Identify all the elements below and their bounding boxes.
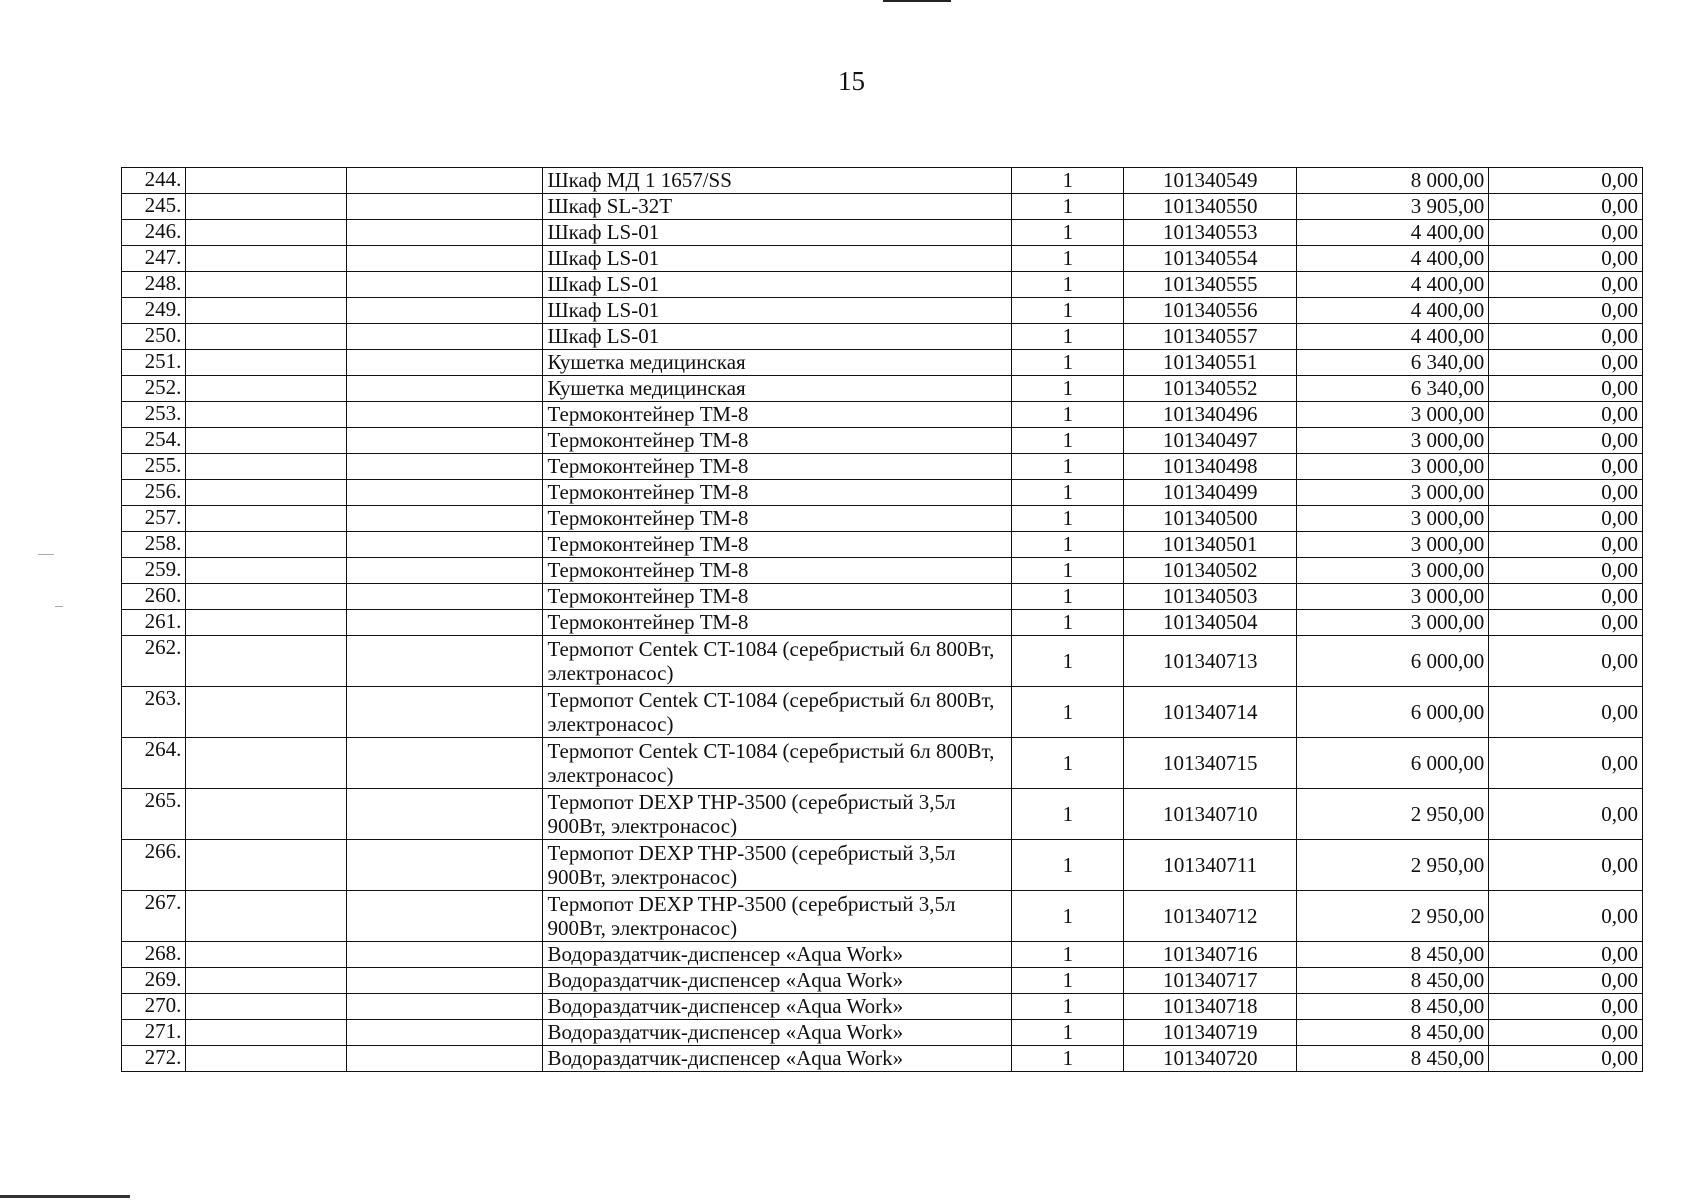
inventory-number-cell: 101340550 [1124, 194, 1297, 220]
row-number-cell: 249. [122, 298, 186, 324]
empty-cell [186, 610, 346, 636]
page-number: 15 [838, 66, 865, 96]
quantity-cell: 1 [1012, 350, 1124, 376]
inventory-number-cell: 101340712 [1124, 891, 1297, 942]
row-number-cell: 263. [122, 687, 186, 738]
empty-cell [346, 350, 543, 376]
cost-cell: 4 400,00 [1297, 246, 1489, 272]
empty-cell [346, 428, 543, 454]
inventory-number-cell: 101340497 [1124, 428, 1297, 454]
inventory-table [121, 167, 1643, 1072]
row-number-cell: 254. [122, 428, 186, 454]
bottom-edge-mark [0, 1195, 130, 1198]
empty-cell [186, 454, 346, 480]
empty-cell [346, 532, 543, 558]
inventory-number-cell: 101340555 [1124, 272, 1297, 298]
quantity-cell: 1 [1012, 1020, 1124, 1046]
empty-cell [346, 891, 543, 942]
residual-value-cell: 0,00 [1489, 942, 1643, 968]
inventory-number-cell: 101340552 [1124, 376, 1297, 402]
item-name-cell: Термоконтейнер ТМ-8 [543, 428, 1012, 454]
quantity-cell: 1 [1012, 532, 1124, 558]
table-row [122, 558, 1643, 584]
row-number-cell: 258. [122, 532, 186, 558]
quantity-cell: 1 [1012, 324, 1124, 350]
table-row [122, 428, 1643, 454]
row-number-cell: 252. [122, 376, 186, 402]
residual-value-cell: 0,00 [1489, 994, 1643, 1020]
row-number-cell: 253. [122, 402, 186, 428]
row-number-cell: 255. [122, 454, 186, 480]
table-row [122, 298, 1643, 324]
cost-cell: 3 000,00 [1297, 402, 1489, 428]
row-number-cell: 257. [122, 506, 186, 532]
quantity-cell: 1 [1012, 738, 1124, 789]
quantity-cell: 1 [1012, 636, 1124, 687]
item-name-cell: Термоконтейнер ТМ-8 [543, 454, 1012, 480]
row-number-cell: 271. [122, 1020, 186, 1046]
inventory-number-cell: 101340714 [1124, 687, 1297, 738]
inventory-number-cell: 101340710 [1124, 789, 1297, 840]
residual-value-cell: 0,00 [1489, 558, 1643, 584]
empty-cell [346, 480, 543, 506]
cost-cell: 6 340,00 [1297, 350, 1489, 376]
item-name-cell: Шкаф LS-01 [543, 272, 1012, 298]
top-edge-mark [883, 0, 951, 2]
empty-cell [186, 1046, 346, 1072]
empty-cell [346, 324, 543, 350]
cost-cell: 3 000,00 [1297, 506, 1489, 532]
inventory-number-cell: 101340504 [1124, 610, 1297, 636]
residual-value-cell: 0,00 [1489, 506, 1643, 532]
quantity-cell: 1 [1012, 376, 1124, 402]
inventory-number-cell: 101340500 [1124, 506, 1297, 532]
cost-cell: 4 400,00 [1297, 324, 1489, 350]
cost-cell: 4 400,00 [1297, 298, 1489, 324]
row-number-cell: 245. [122, 194, 186, 220]
item-name-cell: Термопот DEXP THP-3500 (серебристый 3,5л 900Вт, электронасос) [543, 789, 1012, 840]
cost-cell: 4 400,00 [1297, 272, 1489, 298]
empty-cell [186, 558, 346, 584]
cost-cell: 8 450,00 [1297, 942, 1489, 968]
cost-cell: 2 950,00 [1297, 891, 1489, 942]
quantity-cell: 1 [1012, 194, 1124, 220]
inventory-number-cell: 101340496 [1124, 402, 1297, 428]
row-number-cell: 262. [122, 636, 186, 687]
table-row [122, 968, 1643, 994]
inventory-number-cell: 101340499 [1124, 480, 1297, 506]
empty-cell [186, 1020, 346, 1046]
empty-cell [346, 610, 543, 636]
residual-value-cell: 0,00 [1489, 1046, 1643, 1072]
item-name-cell: Термоконтейнер ТМ-8 [543, 584, 1012, 610]
row-number-cell: 244. [122, 168, 186, 194]
cost-cell: 3 000,00 [1297, 428, 1489, 454]
residual-value-cell: 0,00 [1489, 246, 1643, 272]
cost-cell: 2 950,00 [1297, 840, 1489, 891]
empty-cell [346, 1046, 543, 1072]
residual-value-cell: 0,00 [1489, 584, 1643, 610]
row-number-cell: 256. [122, 480, 186, 506]
row-number-cell: 264. [122, 738, 186, 789]
table-row [122, 840, 1643, 891]
empty-cell [186, 350, 346, 376]
inventory-number-cell: 101340718 [1124, 994, 1297, 1020]
item-name-cell: Водораздатчик-диспенсер «Aqua Work» [543, 942, 1012, 968]
item-name-cell: Термоконтейнер ТМ-8 [543, 610, 1012, 636]
empty-cell [346, 636, 543, 687]
cost-cell: 8 450,00 [1297, 968, 1489, 994]
empty-cell [346, 454, 543, 480]
quantity-cell: 1 [1012, 558, 1124, 584]
item-name-cell: Водораздатчик-диспенсер «Aqua Work» [543, 1046, 1012, 1072]
item-name-cell: Кушетка медицинская [543, 376, 1012, 402]
row-number-cell: 246. [122, 220, 186, 246]
row-number-cell: 259. [122, 558, 186, 584]
row-number-cell: 267. [122, 891, 186, 942]
quantity-cell: 1 [1012, 428, 1124, 454]
empty-cell [346, 220, 543, 246]
cost-cell: 8 000,00 [1297, 168, 1489, 194]
cost-cell: 4 400,00 [1297, 220, 1489, 246]
item-name-cell: Водораздатчик-диспенсер «Aqua Work» [543, 968, 1012, 994]
inventory-table-body [122, 168, 1643, 1072]
cost-cell: 6 340,00 [1297, 376, 1489, 402]
residual-value-cell: 0,00 [1489, 1020, 1643, 1046]
empty-cell [346, 584, 543, 610]
inventory-number-cell: 101340720 [1124, 1046, 1297, 1072]
empty-cell [186, 738, 346, 789]
residual-value-cell: 0,00 [1489, 428, 1643, 454]
cost-cell: 3 000,00 [1297, 532, 1489, 558]
inventory-number-cell: 101340711 [1124, 840, 1297, 891]
empty-cell [346, 376, 543, 402]
empty-cell [346, 402, 543, 428]
item-name-cell: Термопот Centek CT-1084 (серебристый 6л 800Вт, электронасос) [543, 738, 1012, 789]
cost-cell: 6 000,00 [1297, 687, 1489, 738]
table-row [122, 532, 1643, 558]
empty-cell [346, 994, 543, 1020]
empty-cell [186, 272, 346, 298]
quantity-cell: 1 [1012, 220, 1124, 246]
table-row [122, 1020, 1643, 1046]
quantity-cell: 1 [1012, 584, 1124, 610]
empty-cell [346, 1020, 543, 1046]
margin-mark [38, 554, 54, 555]
quantity-cell: 1 [1012, 687, 1124, 738]
cost-cell: 3 905,00 [1297, 194, 1489, 220]
table-row [122, 994, 1643, 1020]
cost-cell: 8 450,00 [1297, 1046, 1489, 1072]
table-row [122, 194, 1643, 220]
quantity-cell: 1 [1012, 789, 1124, 840]
table-row [122, 789, 1643, 840]
table-row [122, 272, 1643, 298]
residual-value-cell: 0,00 [1489, 610, 1643, 636]
item-name-cell: Термопот DEXP THP-3500 (серебристый 3,5л 900Вт, электронасос) [543, 840, 1012, 891]
empty-cell [186, 942, 346, 968]
table-row [122, 610, 1643, 636]
table-row [122, 1046, 1643, 1072]
empty-cell [186, 298, 346, 324]
item-name-cell: Шкаф LS-01 [543, 298, 1012, 324]
empty-cell [186, 687, 346, 738]
inventory-number-cell: 101340502 [1124, 558, 1297, 584]
cost-cell: 8 450,00 [1297, 1020, 1489, 1046]
inventory-number-cell: 101340554 [1124, 246, 1297, 272]
inventory-number-cell: 101340715 [1124, 738, 1297, 789]
row-number-cell: 272. [122, 1046, 186, 1072]
empty-cell [346, 942, 543, 968]
item-name-cell: Термопот DEXP THP-3500 (серебристый 3,5л 900Вт, электронасос) [543, 891, 1012, 942]
cost-cell: 6 000,00 [1297, 636, 1489, 687]
empty-cell [186, 636, 346, 687]
item-name-cell: Термоконтейнер ТМ-8 [543, 558, 1012, 584]
empty-cell [346, 194, 543, 220]
table-row [122, 350, 1643, 376]
cost-cell: 3 000,00 [1297, 480, 1489, 506]
inventory-number-cell: 101340553 [1124, 220, 1297, 246]
quantity-cell: 1 [1012, 168, 1124, 194]
cost-cell: 3 000,00 [1297, 584, 1489, 610]
quantity-cell: 1 [1012, 840, 1124, 891]
empty-cell [186, 402, 346, 428]
inventory-number-cell: 101340717 [1124, 968, 1297, 994]
quantity-cell: 1 [1012, 1046, 1124, 1072]
item-name-cell: Термоконтейнер ТМ-8 [543, 480, 1012, 506]
empty-cell [346, 272, 543, 298]
item-name-cell: Водораздатчик-диспенсер «Aqua Work» [543, 1020, 1012, 1046]
inventory-number-cell: 101340713 [1124, 636, 1297, 687]
item-name-cell: Термопот Centek CT-1084 (серебристый 6л 800Вт, электронасос) [543, 687, 1012, 738]
table-row [122, 324, 1643, 350]
residual-value-cell: 0,00 [1489, 789, 1643, 840]
residual-value-cell: 0,00 [1489, 687, 1643, 738]
quantity-cell: 1 [1012, 942, 1124, 968]
inventory-number-cell: 101340557 [1124, 324, 1297, 350]
quantity-cell: 1 [1012, 402, 1124, 428]
empty-cell [346, 789, 543, 840]
residual-value-cell: 0,00 [1489, 220, 1643, 246]
table-row [122, 942, 1643, 968]
row-number-cell: 247. [122, 246, 186, 272]
residual-value-cell: 0,00 [1489, 376, 1643, 402]
empty-cell [346, 968, 543, 994]
empty-cell [346, 738, 543, 789]
quantity-cell: 1 [1012, 272, 1124, 298]
empty-cell [346, 687, 543, 738]
residual-value-cell: 0,00 [1489, 194, 1643, 220]
residual-value-cell: 0,00 [1489, 891, 1643, 942]
quantity-cell: 1 [1012, 506, 1124, 532]
item-name-cell: Шкаф LS-01 [543, 220, 1012, 246]
quantity-cell: 1 [1012, 968, 1124, 994]
quantity-cell: 1 [1012, 610, 1124, 636]
residual-value-cell: 0,00 [1489, 272, 1643, 298]
empty-cell [186, 532, 346, 558]
quantity-cell: 1 [1012, 298, 1124, 324]
table-row [122, 738, 1643, 789]
empty-cell [186, 968, 346, 994]
empty-cell [186, 891, 346, 942]
residual-value-cell: 0,00 [1489, 168, 1643, 194]
table-row [122, 480, 1643, 506]
inventory-number-cell: 101340501 [1124, 532, 1297, 558]
table-row [122, 246, 1643, 272]
row-number-cell: 270. [122, 994, 186, 1020]
cost-cell: 3 000,00 [1297, 558, 1489, 584]
residual-value-cell: 0,00 [1489, 968, 1643, 994]
quantity-cell: 1 [1012, 246, 1124, 272]
residual-value-cell: 0,00 [1489, 532, 1643, 558]
item-name-cell: Шкаф SL-32T [543, 194, 1012, 220]
inventory-number-cell: 101340551 [1124, 350, 1297, 376]
row-number-cell: 265. [122, 789, 186, 840]
row-number-cell: 261. [122, 610, 186, 636]
inventory-number-cell: 101340556 [1124, 298, 1297, 324]
table-row [122, 636, 1643, 687]
empty-cell [346, 840, 543, 891]
empty-cell [186, 584, 346, 610]
empty-cell [186, 480, 346, 506]
item-name-cell: Шкаф МД 1 1657/SS [543, 168, 1012, 194]
empty-cell [186, 220, 346, 246]
cost-cell: 3 000,00 [1297, 454, 1489, 480]
cost-cell: 2 950,00 [1297, 789, 1489, 840]
inventory-number-cell: 101340719 [1124, 1020, 1297, 1046]
empty-cell [346, 168, 543, 194]
empty-cell [186, 376, 346, 402]
table-row [122, 687, 1643, 738]
empty-cell [186, 994, 346, 1020]
row-number-cell: 268. [122, 942, 186, 968]
item-name-cell: Термоконтейнер ТМ-8 [543, 532, 1012, 558]
residual-value-cell: 0,00 [1489, 480, 1643, 506]
quantity-cell: 1 [1012, 454, 1124, 480]
item-name-cell: Шкаф LS-01 [543, 324, 1012, 350]
residual-value-cell: 0,00 [1489, 738, 1643, 789]
inventory-number-cell: 101340549 [1124, 168, 1297, 194]
quantity-cell: 1 [1012, 891, 1124, 942]
empty-cell [346, 246, 543, 272]
row-number-cell: 251. [122, 350, 186, 376]
residual-value-cell: 0,00 [1489, 324, 1643, 350]
cost-cell: 6 000,00 [1297, 738, 1489, 789]
table-row [122, 376, 1643, 402]
table-row [122, 402, 1643, 428]
empty-cell [346, 298, 543, 324]
empty-cell [186, 194, 346, 220]
residual-value-cell: 0,00 [1489, 454, 1643, 480]
empty-cell [186, 506, 346, 532]
cost-cell: 3 000,00 [1297, 610, 1489, 636]
quantity-cell: 1 [1012, 480, 1124, 506]
table-row [122, 891, 1643, 942]
cost-cell: 8 450,00 [1297, 994, 1489, 1020]
inventory-number-cell: 101340503 [1124, 584, 1297, 610]
item-name-cell: Кушетка медицинская [543, 350, 1012, 376]
item-name-cell: Шкаф LS-01 [543, 246, 1012, 272]
empty-cell [346, 506, 543, 532]
residual-value-cell: 0,00 [1489, 840, 1643, 891]
table-row [122, 454, 1643, 480]
margin-mark [55, 606, 63, 607]
empty-cell [186, 168, 346, 194]
inventory-number-cell: 101340716 [1124, 942, 1297, 968]
row-number-cell: 250. [122, 324, 186, 350]
empty-cell [186, 789, 346, 840]
quantity-cell: 1 [1012, 994, 1124, 1020]
item-name-cell: Термоконтейнер ТМ-8 [543, 506, 1012, 532]
residual-value-cell: 0,00 [1489, 402, 1643, 428]
item-name-cell: Термопот Centek CT-1084 (серебристый 6л 800Вт, электронасос) [543, 636, 1012, 687]
table-row [122, 506, 1643, 532]
residual-value-cell: 0,00 [1489, 350, 1643, 376]
inventory-number-cell: 101340498 [1124, 454, 1297, 480]
item-name-cell: Термоконтейнер ТМ-8 [543, 402, 1012, 428]
table-row [122, 584, 1643, 610]
table-row [122, 168, 1643, 194]
row-number-cell: 266. [122, 840, 186, 891]
residual-value-cell: 0,00 [1489, 298, 1643, 324]
empty-cell [346, 558, 543, 584]
empty-cell [186, 840, 346, 891]
row-number-cell: 269. [122, 968, 186, 994]
item-name-cell: Водораздатчик-диспенсер «Aqua Work» [543, 994, 1012, 1020]
row-number-cell: 248. [122, 272, 186, 298]
row-number-cell: 260. [122, 584, 186, 610]
empty-cell [186, 324, 346, 350]
empty-cell [186, 246, 346, 272]
table-row [122, 220, 1643, 246]
residual-value-cell: 0,00 [1489, 636, 1643, 687]
empty-cell [186, 428, 346, 454]
